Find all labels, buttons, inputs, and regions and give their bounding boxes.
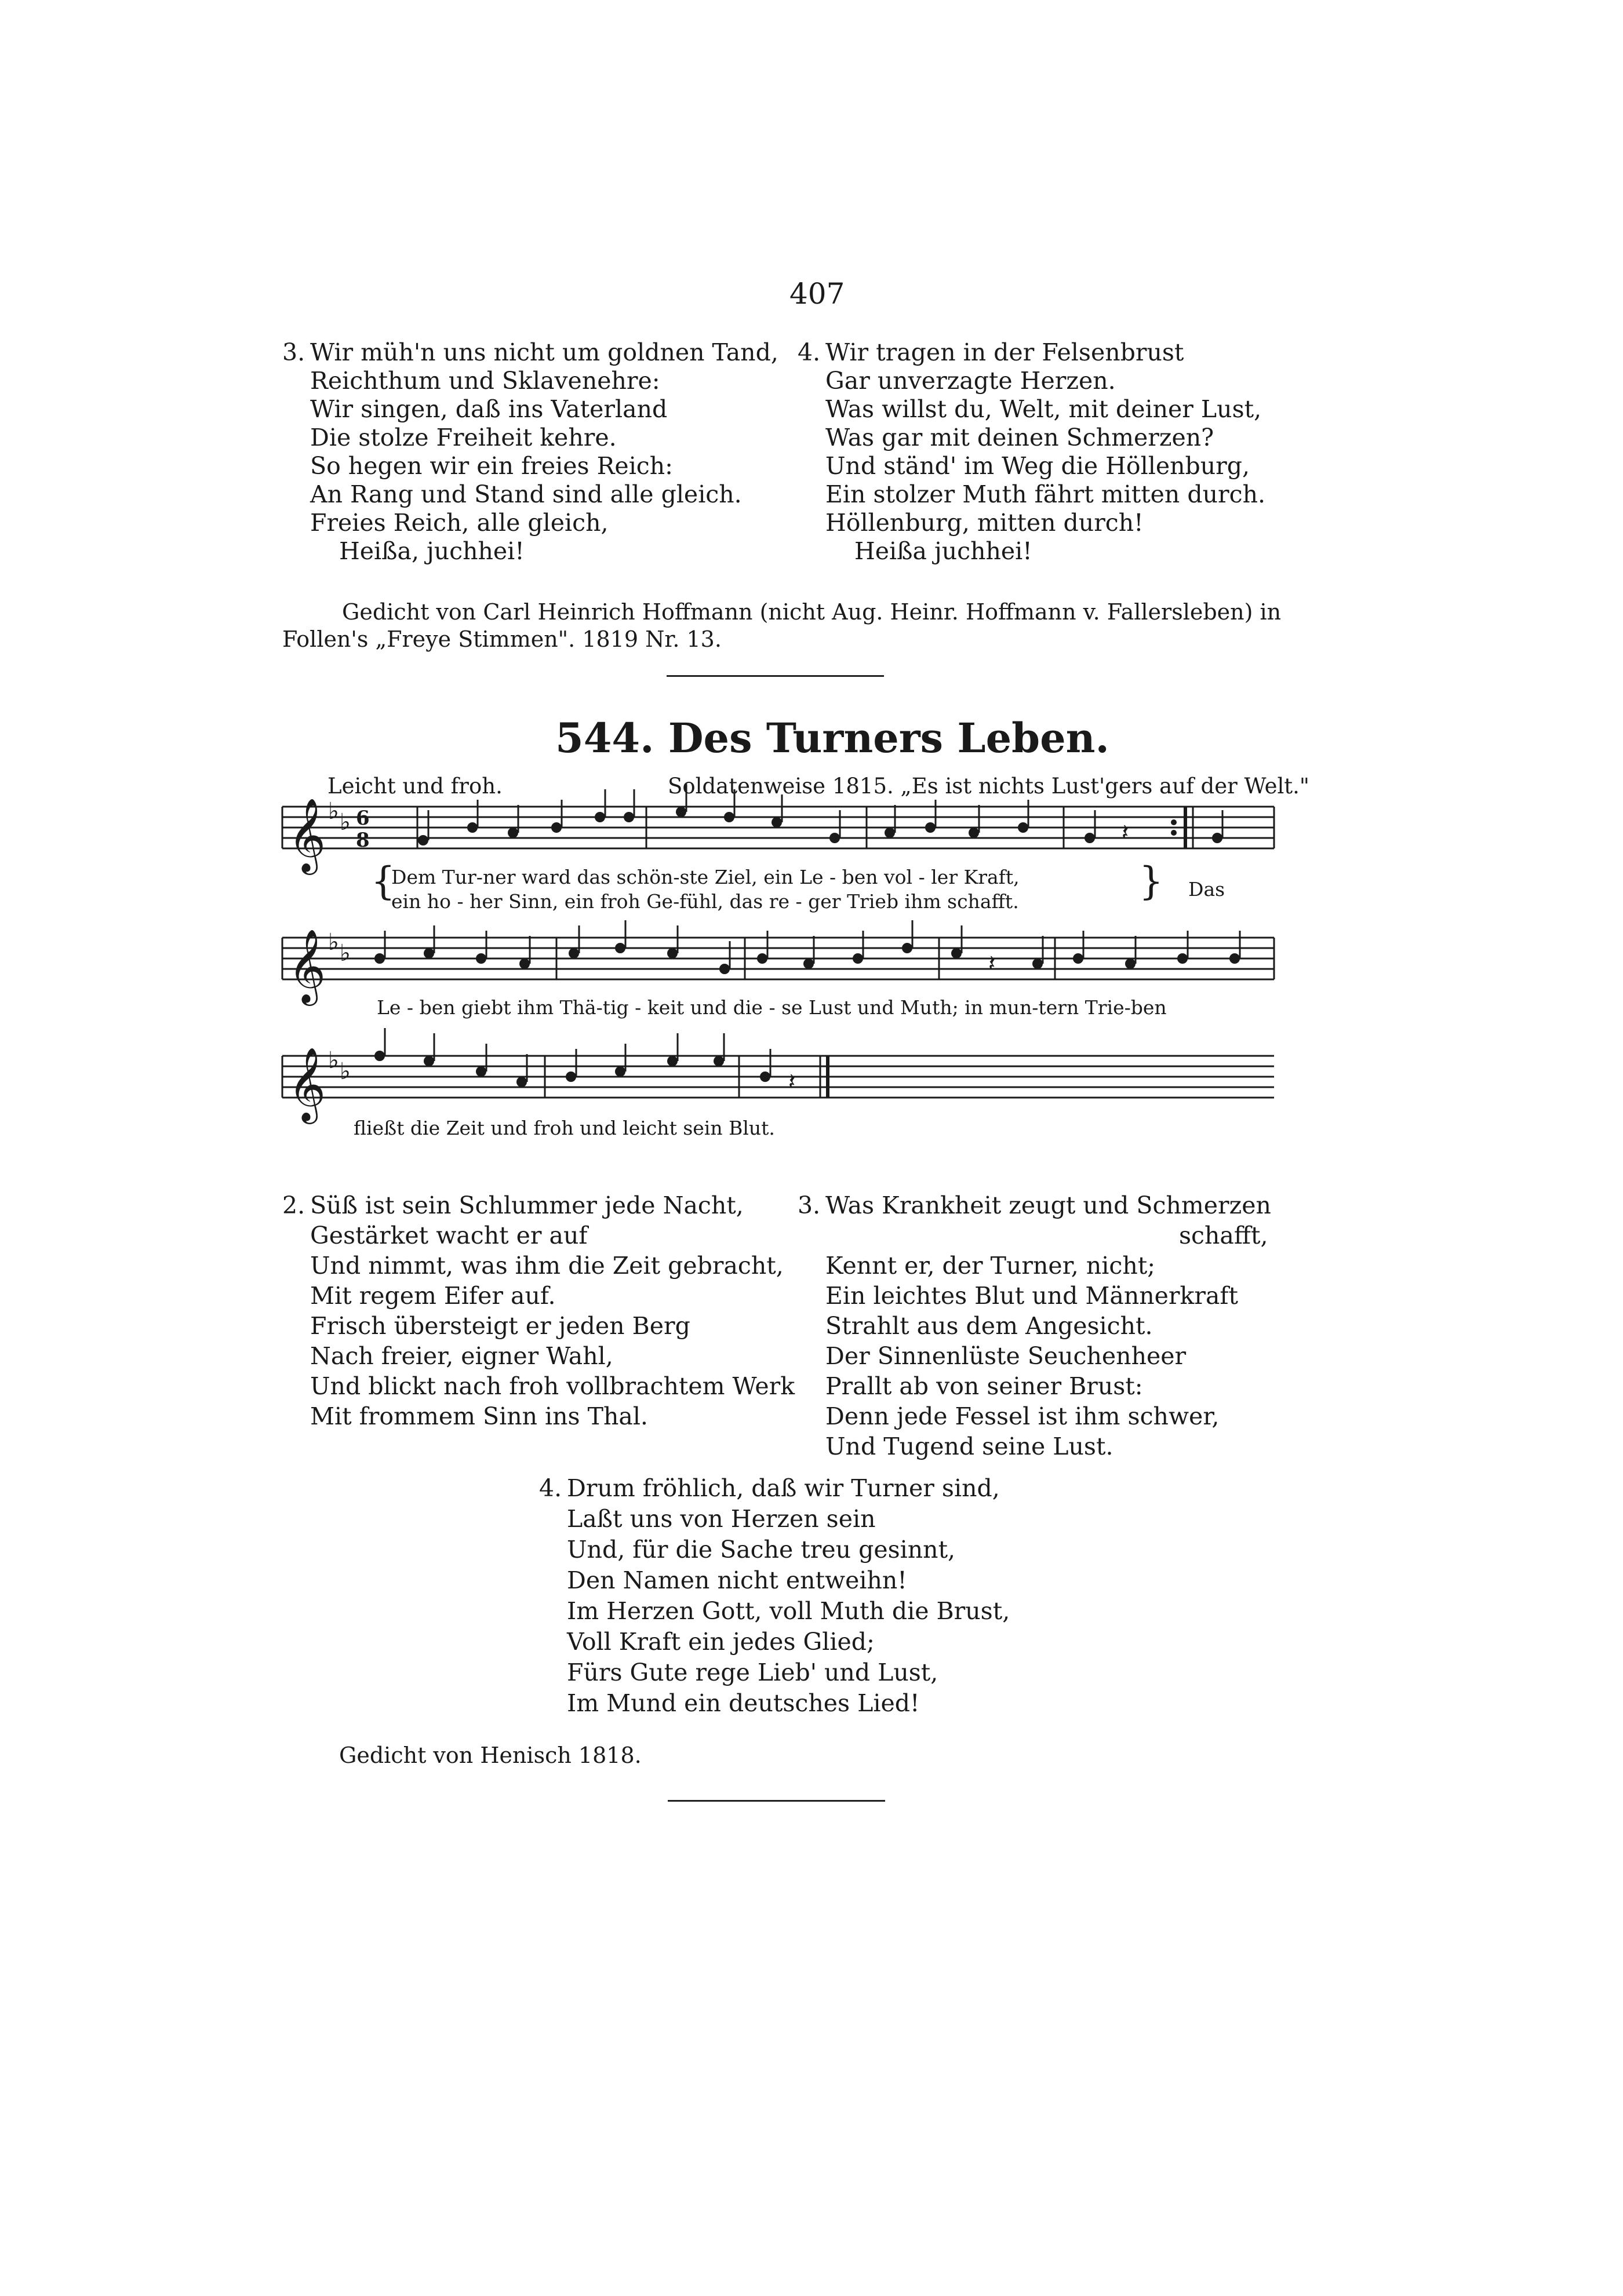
verse-line: Wir singen, daß ins Vaterland — [310, 395, 668, 423]
svg-text:♭: ♭ — [328, 929, 339, 956]
staff-2-symbols — [288, 920, 1240, 1006]
verse-line: Im Mund ein deutsches Lied! — [567, 1689, 920, 1717]
verse-line: Heißa, juchhei! — [339, 537, 525, 565]
verse-line: Heißa juchhei! — [854, 537, 1032, 565]
verse-line: An Rang und Stand sind alle gleich. — [310, 480, 742, 508]
verse-number: 3. — [798, 1191, 821, 1219]
verse-line: Ein leichtes Blut und Männerkraft — [825, 1282, 1239, 1310]
svg-text:♭: ♭ — [328, 1047, 339, 1074]
svg-text:𝄽: 𝄽 — [788, 1069, 796, 1095]
bottom-divider — [668, 1800, 885, 1802]
verse-line: Gestärket wacht er auf — [310, 1222, 588, 1249]
tempo-marking: Leicht und froh. — [327, 774, 503, 799]
svg-text:6: 6 — [356, 807, 370, 830]
verse-line: Nach freier, eigner Wahl, — [310, 1342, 613, 1370]
svg-text:𝄽: 𝄽 — [1122, 819, 1129, 846]
verse-line: Und Tugend seine Lust. — [825, 1433, 1113, 1460]
page-number: 407 — [789, 277, 845, 311]
verse-line: Und, für die Sache treu gesinnt, — [567, 1536, 956, 1564]
treble-clef-icon: 𝄞 — [288, 928, 326, 1003]
verse-number: 4. — [539, 1474, 562, 1502]
verse-line: Was Krankheit zeugt und Schmerzen — [825, 1191, 1271, 1219]
lyrics-row-2: Le - ben giebt ihm Thä-tig - keit und die - se Lust und Muth; in mun-tern Trie-ben — [377, 996, 1167, 1019]
verse-line: Mit regem Eifer auf. — [310, 1282, 556, 1310]
verse-line: Und nimmt, was ihm die Zeit gebracht, — [310, 1252, 784, 1280]
verse-line: Ein stolzer Muth fährt mitten durch. — [825, 480, 1266, 508]
verse-line: schafft, — [1179, 1222, 1268, 1249]
verse-line: Fürs Gute rege Lieb' und Lust, — [567, 1659, 938, 1686]
verse-line: Strahlt aus dem Angesicht. — [825, 1312, 1153, 1340]
song-title: 544. Des Turners Leben. — [555, 714, 1109, 762]
svg-text:𝄽: 𝄽 — [988, 950, 996, 977]
lyrics-row-1b: ein ho - her Sinn, ein froh Ge-fühl, das re - ger Trieb ihm schafft. — [391, 890, 1019, 913]
staff-2 — [282, 938, 1274, 979]
verse-line: Wir tragen in der Felsenbrust — [825, 338, 1184, 366]
verse-line: Die stolze Freiheit kehre. — [310, 424, 617, 451]
verse-line: Reichthum und Sklavenehre: — [310, 367, 660, 395]
treble-clef-icon: 𝄞 — [288, 797, 326, 872]
song-source: Gedicht von Henisch 1818. — [339, 1743, 642, 1768]
lyrics-row-1a: Dem Tur-ner ward das schön-ste Ziel, ein Le - ben vol - ler Kraft, — [391, 866, 1020, 888]
svg-text:♭: ♭ — [328, 798, 339, 825]
staff-1-symbols — [288, 784, 1222, 875]
prev-song-source-line-1: Gedicht von Carl Heinrich Hoffmann (nicht Aug. Heinr. Hoffmann v. Fallersleben) in — [342, 599, 1282, 625]
verse-line: Den Namen nicht entweihn! — [567, 1566, 907, 1594]
verse-line: Denn jede Fessel ist ihm schwer, — [825, 1402, 1220, 1430]
verse-number: 4. — [798, 338, 821, 366]
verse-line: Kennt er, der Turner, nicht; — [825, 1252, 1156, 1280]
verse-line: Was willst du, Welt, mit deiner Lust, — [825, 395, 1262, 423]
verse-line: Frisch übersteigt er jeden Berg — [310, 1312, 690, 1340]
svg-text:♭: ♭ — [340, 809, 351, 836]
melody-source: Soldatenweise 1815. „Es ist nichts Lust'gers auf der Welt." — [668, 774, 1309, 799]
verse-line: Was gar mit deinen Schmerzen? — [825, 424, 1214, 451]
verse-line: Drum fröhlich, daß wir Turner sind, — [567, 1474, 1000, 1502]
verse-line: Der Sinnenlüste Seuchenheer — [825, 1342, 1187, 1370]
verse-line: Süß ist sein Schlummer jede Nacht, — [310, 1191, 744, 1219]
prev-song-source-line-2: Follen's „Freye Stimmen". 1819 Nr. 13. — [282, 626, 722, 652]
verse-line: Wir müh'n uns nicht um goldnen Tand, — [310, 338, 778, 366]
brace-left: { — [371, 859, 395, 903]
verse-line: Und blickt nach froh vollbrachtem Werk — [310, 1372, 795, 1400]
lyrics-row-1-tail: Das — [1188, 878, 1225, 901]
verse-number: 2. — [282, 1191, 305, 1219]
svg-text:♭: ♭ — [340, 1058, 351, 1085]
verse-line: So hegen wir ein freies Reich: — [310, 452, 673, 480]
verse-line: Mit frommem Sinn ins Thal. — [310, 1402, 648, 1430]
verse-line: Und ständ' im Weg die Höllenburg, — [825, 452, 1250, 480]
treble-clef-icon: 𝄞 — [288, 1047, 326, 1121]
verse-number: 3. — [282, 338, 305, 366]
verse-line: Höllenburg, mitten durch! — [825, 509, 1144, 537]
svg-text:♭: ♭ — [340, 940, 351, 967]
verse-line: Prallt ab von seiner Brust: — [825, 1372, 1143, 1400]
verse-line: Laßt uns von Herzen sein — [567, 1505, 876, 1533]
svg-text:8: 8 — [356, 829, 370, 852]
verse-line: Freies Reich, alle gleich, — [310, 509, 609, 537]
lyrics-row-3: fließt die Zeit und froh und leicht sein Blut. — [354, 1117, 775, 1139]
verse-line: Im Herzen Gott, voll Muth die Brust, — [567, 1597, 1010, 1625]
brace-right: } — [1139, 859, 1163, 903]
verse-line: Voll Kraft ein jedes Glied; — [567, 1628, 875, 1656]
verse-line: Gar unverzagte Herzen. — [825, 367, 1116, 395]
